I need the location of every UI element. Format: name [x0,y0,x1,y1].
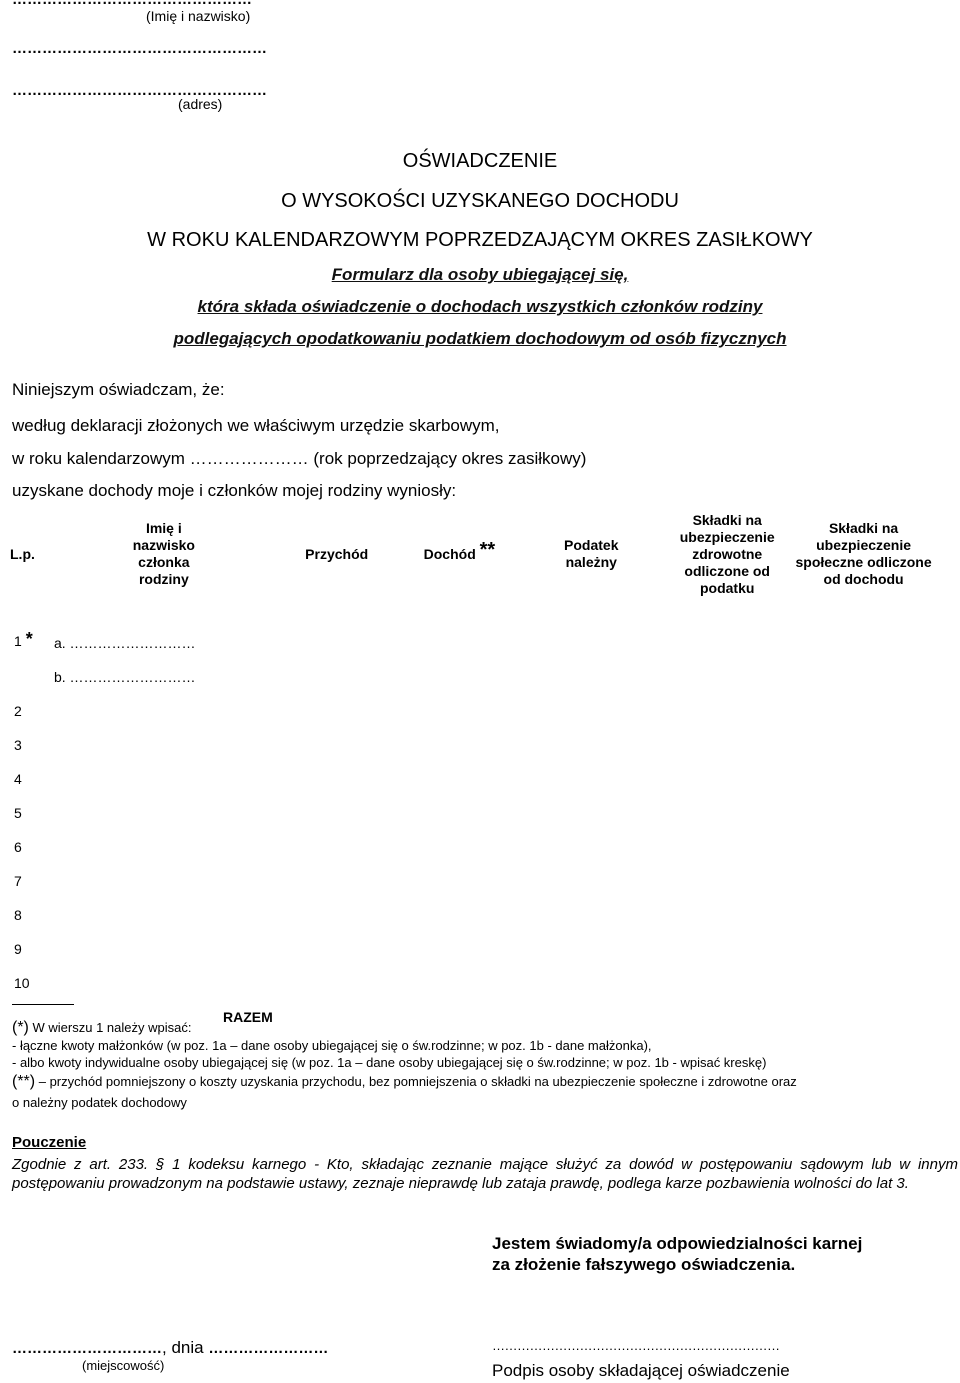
row-number: 4 [14,771,22,787]
footnote-1-mark: (*) [12,1019,29,1036]
address-dots-2: …………………………………………… [12,82,267,99]
footnote-2-text: – przychód pomniejszony o koszty uzyskania przychodu, bez pomniejszenia o składki na ubezpieczenie społeczne i zdrowotne oraz [38,1074,797,1089]
address-dots-1: …………………………………………… [12,40,267,57]
footnote-2-line-2: o należny podatek dochodowy [12,1095,187,1110]
row-number: 2 [14,703,22,719]
footnote-1-line-3: - albo kwoty indywidualne osoby ubiegającej się (w poz. 1a – dane osoby ubiegającej się o św.rodzinne; w poz. 1b - wpisać kreskę) [12,1055,767,1070]
row-1-number: 1 [14,632,22,649]
pouczenie-heading: Pouczenie [12,1134,87,1151]
table-row [10,864,935,898]
name-label: (Imię i nazwisko) [146,8,251,24]
intro-year-dots[interactable]: ………………… [189,449,309,468]
table-row [10,762,935,796]
table-row [10,694,935,728]
table-row [10,660,935,694]
intro-year-prefix: w roku kalendarzowym [12,449,185,468]
subtitle-line-3: podlegających opodatkowaniu podatkiem dochodowym od osób fizycznych [173,329,787,348]
address-label: (adres) [178,96,223,112]
header-tax: Podatek należny [564,537,619,570]
table-row [10,966,935,1000]
total-label: RAZEM [223,1009,273,1025]
intro-line-2: według deklaracji złożonych we właściwym urzędzie skarbowym, [12,416,500,435]
header-income: Przychód [305,545,369,562]
subtitle-line-2: która składa oświadczenie o dochodach wszystkich członków rodziny [197,297,763,316]
signature-dots[interactable]: …………………………………………………………… [492,1338,780,1353]
header-net-label: Dochód [423,545,476,562]
header-net [399,508,521,600]
awareness-line-2: za złożenie fałszywego oświadczenia. [492,1255,796,1274]
row-1-mark: * [25,628,33,649]
place-date-line [12,1338,328,1358]
subtitle-line-1: Formularz dla osoby ubiegającej się, [331,265,629,284]
row-number: 6 [14,839,22,855]
dnia-label: , dnia [162,1338,204,1357]
title-line-3: W ROKU KALENDARZOWYM POPRZEDZAJĄCYM OKRES ZASIŁKOWY [147,229,813,251]
income-table [10,508,935,1034]
row-1b-name[interactable]: b. ……………………… [53,669,196,685]
row-number: 5 [14,805,22,821]
row-number: 3 [14,737,22,753]
place-label: (miejscowość) [82,1358,165,1373]
row-number [10,626,53,660]
footnote-1 [12,1019,191,1037]
row-number: 10 [14,975,30,991]
table-row [10,898,935,932]
header-health: Składki na ubezpieczenie zdrowotne odliczone od podatku [679,511,775,596]
footnote-1-text: W wierszu 1 należy wpisać: [32,1020,192,1035]
footnote-1-line-2: - łączne kwoty małżonków (w poz. 1a – dane osoby ubiegającej się o św.rodzinne; w poz. 1b - dane małżonka), [12,1038,652,1053]
table-header-row [10,508,935,600]
footnote-2 [12,1073,797,1091]
table-row [10,796,935,830]
name-dots [12,0,252,8]
row-number: 7 [14,873,22,889]
place-dots[interactable]: ………………………… [12,1340,162,1357]
table-row [10,830,935,864]
intro-line-1: Niniejszym oświadczam, że: [12,380,225,399]
row-number: 8 [14,907,22,923]
intro-line-4: uzyskane dochody moje i członków mojej rodziny wyniosły: [12,481,457,500]
pouczenie-text: Zgodnie z art. 233. § 1 kodeksu karnego - Kto, składając zeznanie mające służyć za dowód w postępowaniu sądowym lub w innym postępowaniu prowadzonym na podstawie ustawy, zeznaje nieprawdę lub zataja prawdę, podlega karze pozbawienia wolności do lat 3. [12,1156,958,1192]
intro-line-3 [12,449,586,469]
header-name: Imię i nazwisko członka rodziny [132,520,195,587]
row-number: 9 [14,941,22,957]
header-social: Składki na ubezpieczenie społeczne odliczone od dochodu [795,520,932,587]
table-row [10,932,935,966]
signature-label: Podpis osoby składającej oświadczenie [492,1361,790,1380]
header-net-mark: ** [479,538,496,561]
table-row [10,728,935,762]
row-1a-name[interactable]: a. ……………………… [53,635,196,651]
title-line-1: OŚWIADCZENIE [402,150,558,172]
title-line-2: O WYSOKOŚCI UZYSKANEGO DOCHODU [281,190,679,212]
table-row [10,626,935,660]
footnote-rule [12,1004,74,1005]
date-dots[interactable]: …………………… [208,1340,329,1357]
intro-year-note: (rok poprzedzający okres zasiłkowy) [313,449,587,468]
footnote-2-mark: (**) [12,1073,36,1090]
header-lp: L.p. [10,545,35,562]
awareness-line-1: Jestem świadomy/a odpowiedzialności karnej [492,1234,863,1253]
